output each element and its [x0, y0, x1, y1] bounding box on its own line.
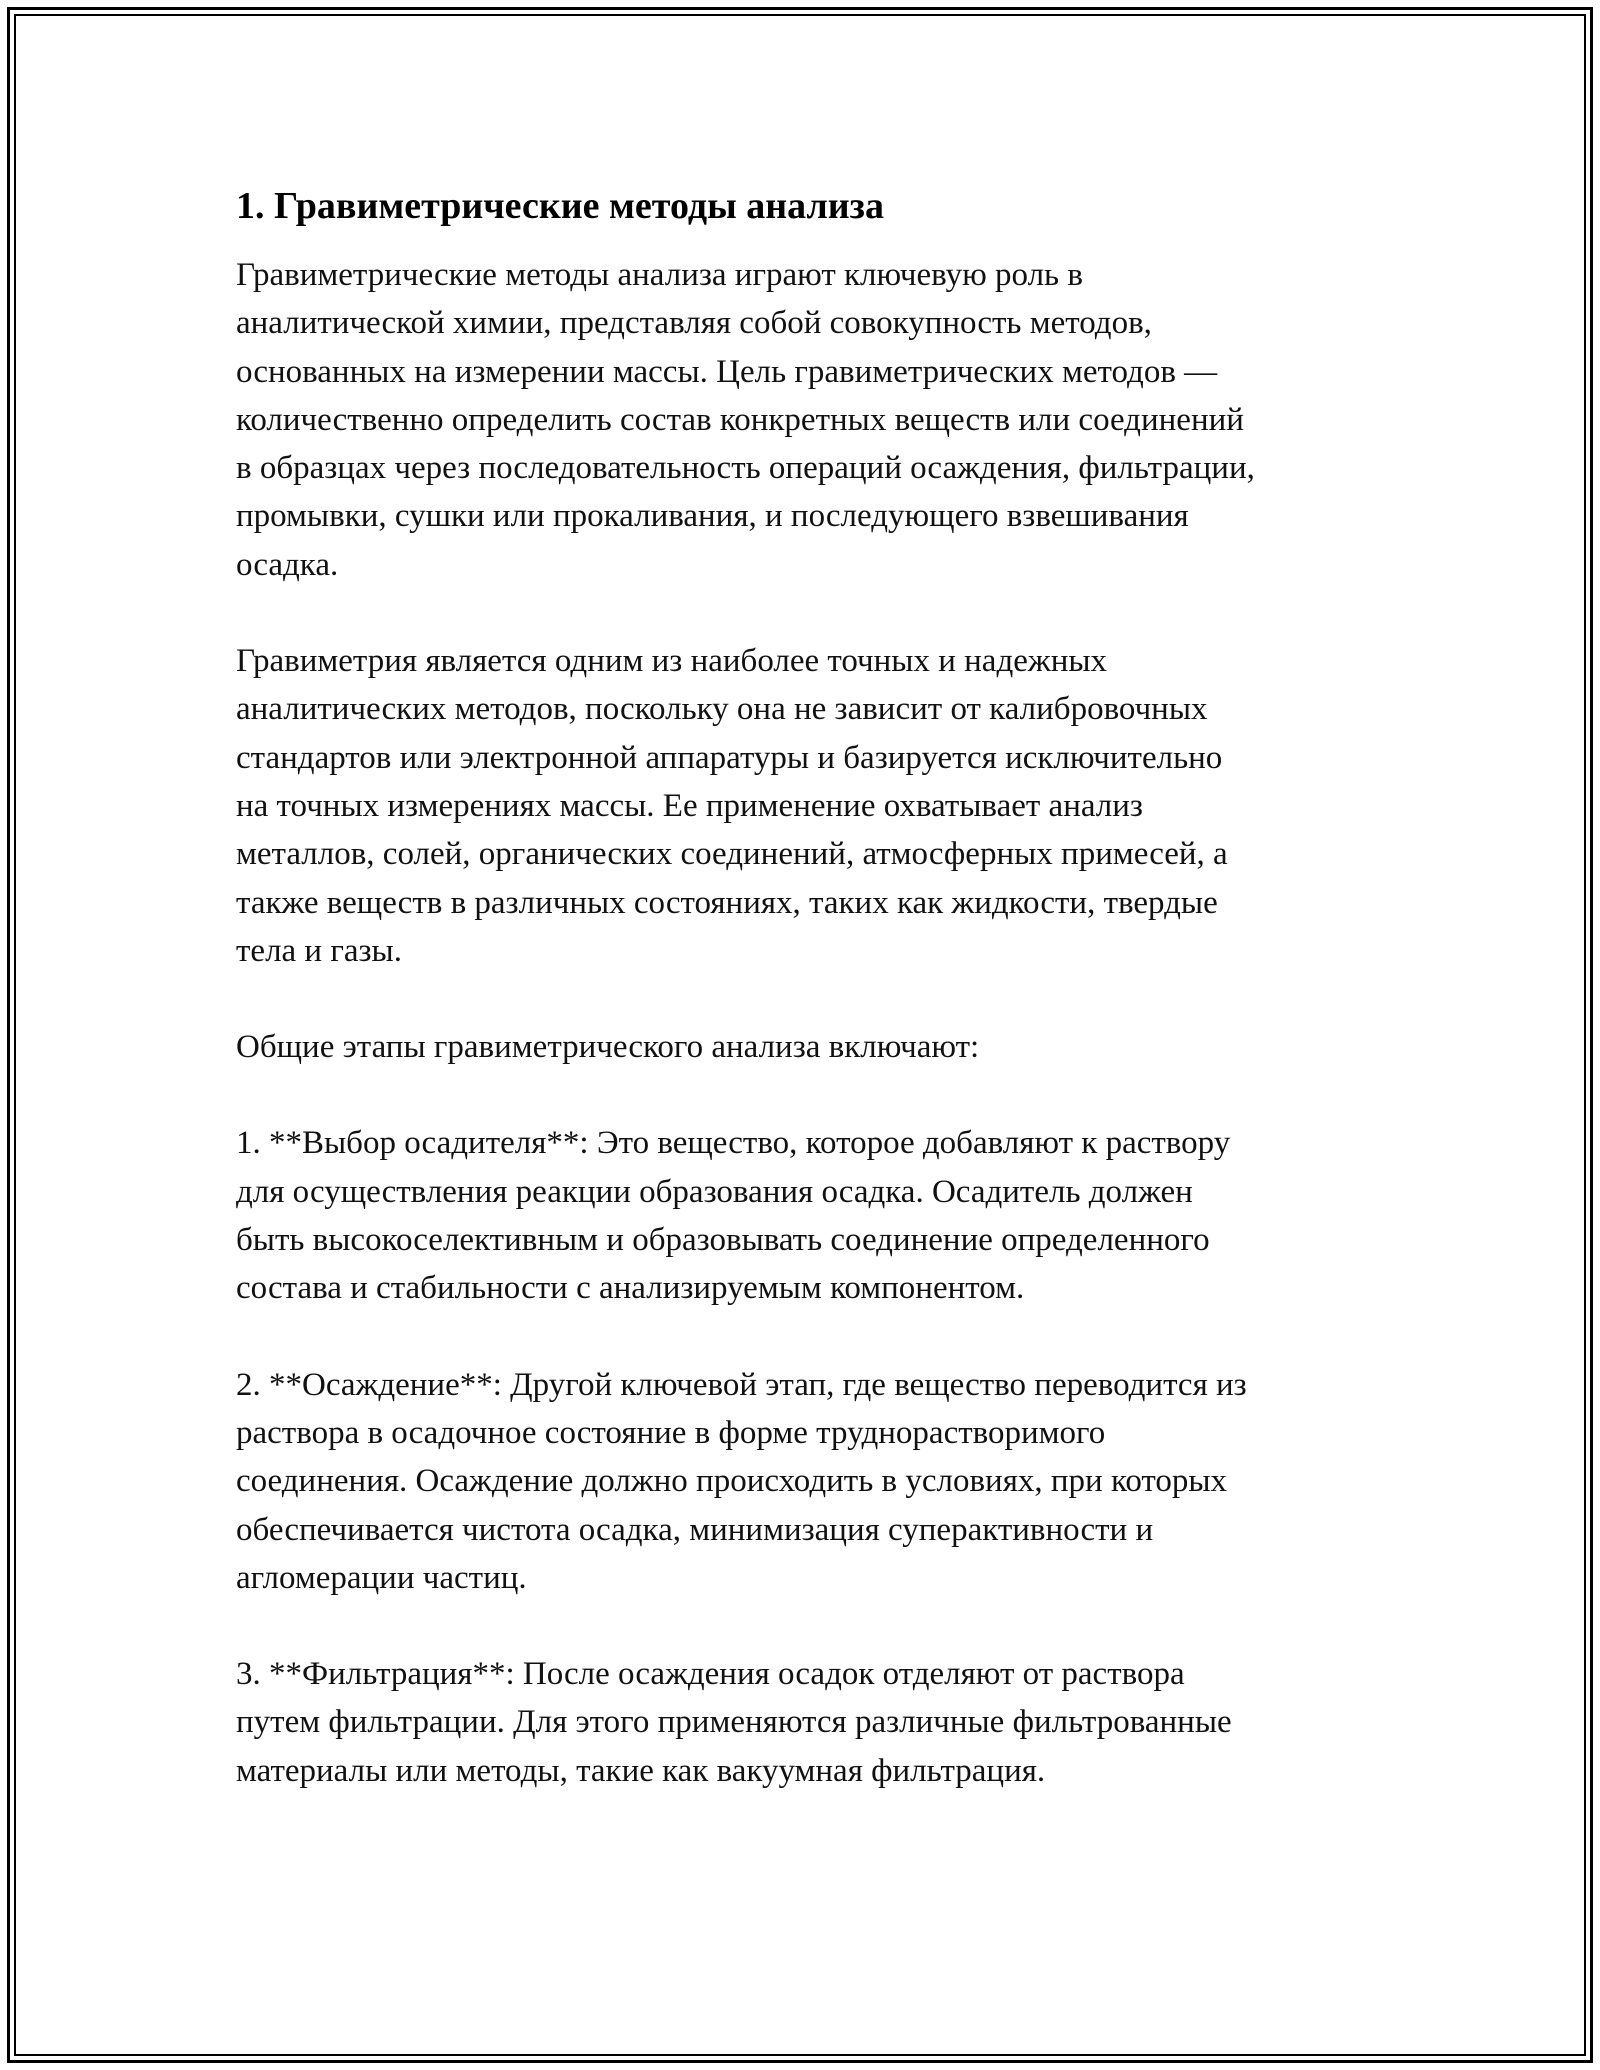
- paragraph-gravimetry-accuracy: Гравиметрия является одним из наиболее точных и надежных аналитических методов, поскольку она не зависит от калибровочных стандартов или электронной аппаратуры и базируется исключительно на точных измерениях массы. Ее применение охватывает анализ металлов, солей, органических соединений, атмосферных примесей, а также веществ в различных состояниях, таких как жидкости, твердые тела и газы.: [236, 643, 1228, 969]
- list-item-filtration: 3. **Фильтрация**: После осаждения осадок отделяют от раствора путем фильтрации. Для этого применяются различные фильтрованные материалы или методы, такие как вакуумная фильтрация.: [236, 1656, 1232, 1789]
- paragraph-intro: Гравиметрические методы анализа играют ключевую роль в аналитической химии, представляя собой совокупность методов, основанных на измерении массы. Цель гравиметрических методов — количественно определить состав конкретных веществ или соединений в образцах через последовательность операций осаждения, фильтрации, промывки, сушки или прокаливания, и последующего взвешивания осадка.: [236, 257, 1255, 583]
- list-item-precipitant-choice: 1. **Выбор осадителя**: Это вещество, которое добавляют к раствору для осуществления реакции образования осадка. Осадитель должен быть высокоселективным и образовывать соединение определенного состава и стабильности с анализируемым компонентом.: [236, 1125, 1231, 1307]
- document-body: [236, 182, 1386, 1795]
- paragraph-stages-intro: Общие этапы гравиметрического анализа включают:: [236, 1029, 980, 1066]
- section-heading: 1. Гравиметрические методы анализа: [236, 185, 884, 227]
- list-item-precipitation: 2. **Осаждение**: Другой ключевой этап, где вещество переводится из раствора в осадочное состояние в форме труднорастворимого соединения. Осаждение должно происходить в условиях, при которых обеспечивается чистота осадка, минимизация суперактивности и агломерации частиц.: [236, 1366, 1247, 1596]
